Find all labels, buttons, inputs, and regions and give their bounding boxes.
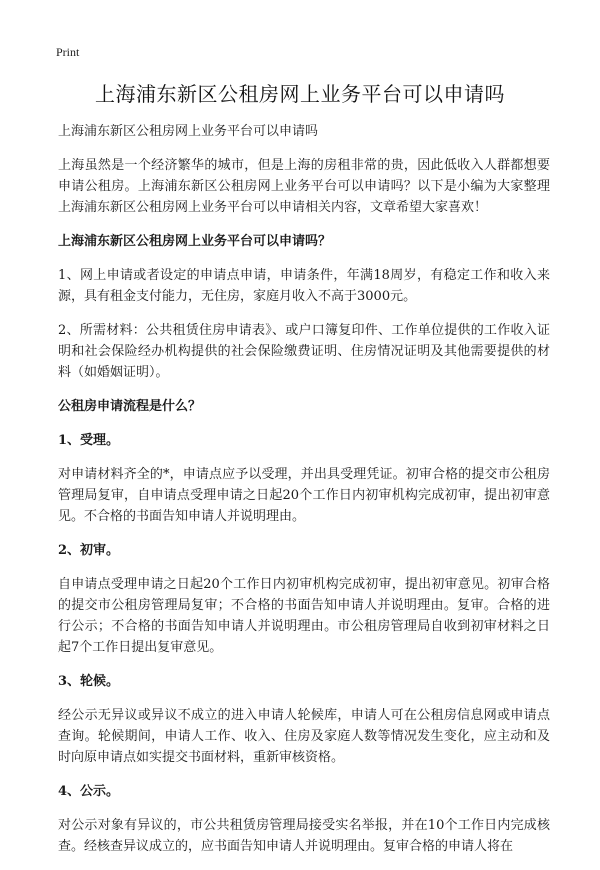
section2-heading: 公租房申请流程是什么？ xyxy=(58,399,202,414)
step-4-heading: 4、公示。 xyxy=(58,784,120,799)
step-2-heading: 2、初审。 xyxy=(58,543,120,558)
page-title: 上海浦东新区公租房网上业务平台可以申请吗 xyxy=(95,82,505,106)
step-4-text: 对公示对象有异议的，市公共租赁房管理局接受实名举报，并在10个工作日内完成核查。经核查异议成立的，应书面告知申请人并说明理由。复审合格的申请人将在 xyxy=(58,818,550,854)
step-3-text: 经公示无异议或异议不成立的进入申请人轮候库，申请人可在公租房信息网或申请点查询。轮候期间，申请人工作、收入、住房及家庭人数等情况发生变化，应主动和及时向原申请点如实提交书面材料，重新审核资格。 xyxy=(58,708,550,765)
subtitle: 上海浦东新区公租房网上业务平台可以申请吗 xyxy=(58,124,319,139)
document-body xyxy=(58,121,550,870)
step-1-text: 对申请材料齐全的*，申请点应予以受理，并出具受理凭证。初审合格的提交市公租房管理局复审，自申请点受理申请之日起20个工作日内初审机构完成初审，提出初审意见。不合格的书面告知申请人并说明理由。 xyxy=(58,467,550,524)
section1-paragraph-2: 2、所需材料：公共租赁住房申请表》、或户口簿复印件、工作单位提供的工作收入证明和社会保险经办机构提供的社会保险缴费证明、住房情况证明及其他需要提供的材料（如婚姻证明）。 xyxy=(58,323,550,380)
print-label: Print xyxy=(56,45,80,59)
step-3-heading: 3、轮候。 xyxy=(58,674,120,689)
step-1-heading: 1、受理。 xyxy=(58,433,120,448)
section1-heading: 上海浦东新区公租房网上业务平台可以申请吗？ xyxy=(58,234,332,249)
intro-paragraph: 上海虽然是一个经济繁华的城市，但是上海的房租非常的贵，因此低收入人群都想要申请公租房。上海浦东新区公租房网上业务平台可以申请吗？以下是小编为大家整理上海浦东新区公租房网上业务平台可以申请相关内容，文章希望大家喜欢！ xyxy=(58,158,550,215)
step-2-text: 自申请点受理申请之日起20个工作日内初审机构完成初审，提出初审意见。初审合格的提交市公租房管理局复审；不合格的书面告知申请人并说明理由。复审。合格的进行公示；不合格的书面告知申请人并说明理由。市公租房管理局自收到初审材料之日起7个工作日提出复审意见。 xyxy=(58,577,550,655)
section1-paragraph-1: 1、网上申请或者设定的申请点申请，申请条件，年满18周岁，有稳定工作和收入来源，具有租金支付能力，无住房，家庭月收入不高于3000元。 xyxy=(58,268,550,304)
